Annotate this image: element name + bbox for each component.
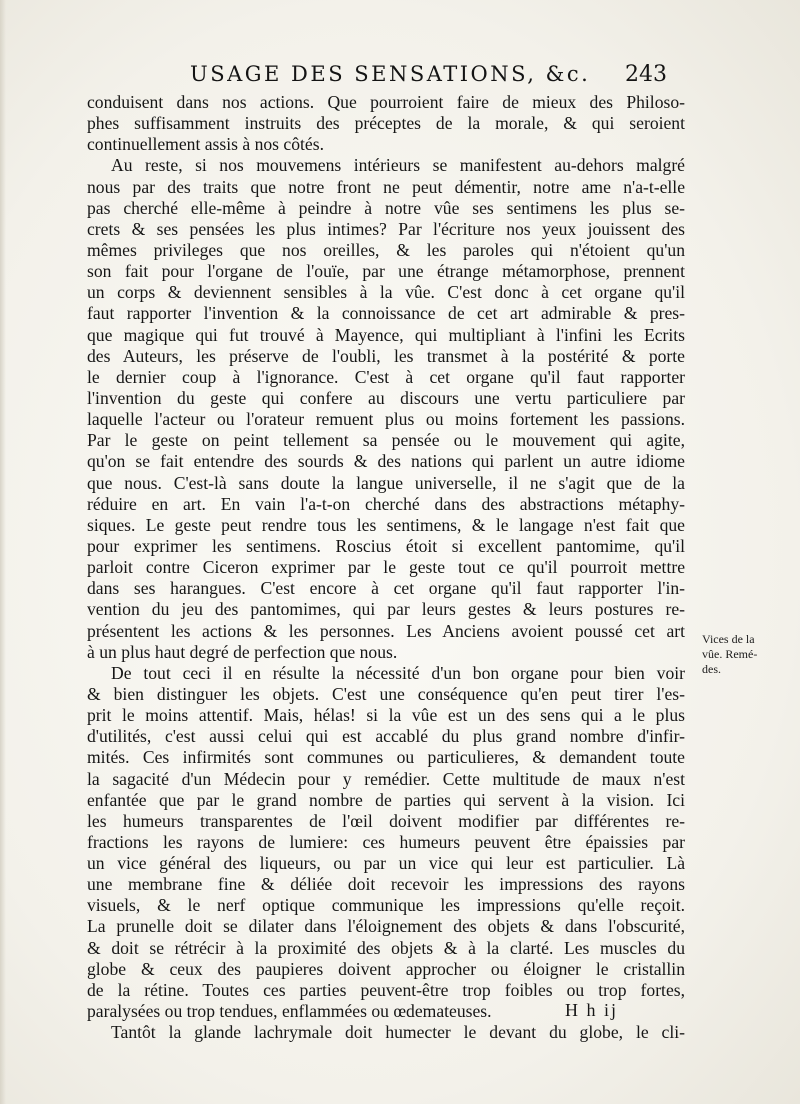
margin-note: [702, 632, 772, 677]
text-line: un corps & deviennent sensibles à la vûe. C'est donc à cet organe qu'il: [87, 282, 685, 303]
text-line: & bien distinguer les objets. C'est une conséquence qu'en peut tirer l'es-: [87, 683, 685, 704]
text-line: mêmes privileges que nos oreilles, & les paroles qui n'étoient qu'un: [87, 239, 685, 260]
main-text: [87, 92, 685, 1043]
text-line: présentent les actions & les personnes. Les Anciens avoient poussé cet art: [87, 620, 685, 641]
text-line: conduisent dans nos actions. Que pourroient faire de mieux des Philoso-: [87, 92, 685, 112]
signature-mark: H h ij: [565, 1000, 619, 1020]
text-line: parloit contre Ciceron exprimer par le geste tout ce qu'il pourroit mettre: [87, 557, 685, 578]
text-line: que magique qui fut trouvé à Mayence, qui multipliant à l'infini les Ecrits: [87, 324, 685, 345]
text-line: d'utilités, c'est aussi celui qui est accablé du plus grand nombre d'infir-: [87, 726, 685, 747]
text-line: de la rétine. Toutes ces parties peuvent-être trop foibles ou trop fortes,: [87, 979, 685, 1000]
page-edge-shadow: [0, 0, 6, 1104]
text-line: Tantôt la glande lachrymale doit humecter le devant du globe, le cli-: [111, 1022, 685, 1043]
text-line: enfantée que par le grand nombre de parties qui servent à la vision. Ici: [87, 789, 685, 810]
margin-note-line: Vices de la: [702, 632, 755, 646]
text-line: laquelle l'acteur ou l'orateur remuent plus ou moins fortement les passions.: [87, 409, 685, 430]
text-line: siques. Le geste peut rendre tous les sentimens, & le langage n'est fait que: [87, 514, 685, 535]
text-line: La prunelle doit se dilater dans l'éloignement des objets & dans l'obscurité,: [87, 916, 685, 937]
text-line: le dernier coup à l'ignorance. C'est à cet organe qu'il faut rapporter: [87, 366, 685, 387]
text-line: une membrane fine & déliée doit recevoir les impressions des rayons: [87, 874, 685, 895]
text-line: pour exprimer les sentimens. Roscius étoit si excellent pantomime, qu'il: [87, 535, 685, 556]
text-line: Au reste, si nos mouvemens intérieurs se manifestent au-dehors malgré: [111, 155, 685, 176]
page-number: 243: [625, 62, 667, 87]
text-line: continuellement assis à nos côtés.: [87, 134, 324, 155]
text-line: nous par des traits que notre front ne peut démentir, notre ame n'a-t-elle: [87, 176, 685, 197]
text-line: réduire en art. En vain l'a-t-on cherché dans des abstractions métaphy-: [87, 493, 685, 514]
text-line: les humeurs transparentes de l'œil doivent modifier par différentes re-: [87, 810, 685, 831]
text-line: visuels, & le nerf optique communique les impressions qu'elle reçoit.: [87, 895, 685, 916]
text-line: prit le moins attentif. Mais, hélas! si la vûe est un des sens qui a le plus: [87, 705, 685, 726]
text-line: pas cherché elle-même à peindre à notre vûe ses sentimens les plus se-: [87, 197, 685, 218]
text-line: l'invention du geste qui confere au discours une vertu particuliere par: [87, 387, 685, 408]
margin-note-line: vûe. Remé-: [702, 647, 758, 661]
text-line: qu'on se fait entendre des sourds & des nations qui parlent un autre idiome: [87, 451, 685, 472]
text-line: & doit se rétrécir à la proximité des objets & à la clarté. Les muscles du: [87, 937, 685, 958]
margin-note-line: des.: [702, 662, 721, 676]
text-line: que nous. C'est-là sans doute la langue universelle, il ne s'agit que de la: [87, 472, 685, 493]
text-line: la sagacité d'un Médecin pour y remédier. Cette multitude de maux n'est: [87, 768, 685, 789]
text-line: son fait pour l'organe de l'ouïe, par une étrange métamorphose, prennent: [87, 261, 685, 282]
text-line: dans ses harangues. C'est encore à cet organe qu'il faut rapporter l'in-: [87, 578, 685, 599]
text-line: globe & ceux des paupieres doivent approcher ou éloigner le cristallin: [87, 958, 685, 979]
text-line: des Auteurs, les préserve de l'oubli, les transmet à la postérité & porte: [87, 345, 685, 366]
text-line: De tout ceci il en résulte la nécessité d'un bon organe pour bien voir: [111, 662, 685, 683]
text-line: à un plus haut degré de perfection que nous.: [87, 641, 398, 662]
text-line: phes suffisamment instruits des préceptes de la morale, & qui seroient: [87, 113, 685, 134]
text-line: Par le geste on peint tellement sa pensée ou le mouvement qui agite,: [87, 430, 685, 451]
text-line: fractions les rayons de lumiere: ces humeurs peuvent être épaissies par: [87, 831, 685, 852]
text-line: un vice général des liqueurs, ou par un vice qui leur est particulier. Là: [87, 853, 685, 874]
text-line: paralysées ou trop tendues, enflammées ou œdemateuses.: [87, 1001, 492, 1022]
text-line: vention du jeu des pantomimes, qui par leurs gestes & leurs postures re-: [87, 599, 685, 620]
text-line: faut rapporter l'invention & la connoissance de cet art admirable & pres-: [87, 303, 685, 324]
running-title: USAGE DES SENSATIONS, &c.: [190, 62, 591, 86]
text-line: crets & ses pensées les plus intimes? Par l'écriture nos yeux jouissent des: [87, 218, 685, 239]
text-line: mités. Ces infirmités sont communes ou particulieres, & demandent toute: [87, 747, 685, 768]
